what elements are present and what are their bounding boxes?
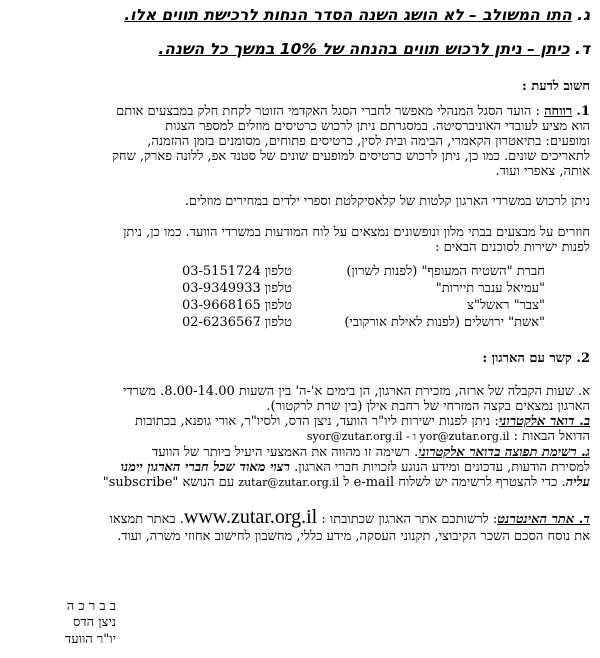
section2-b-label: ב. דואר אלקטרוני bbox=[498, 414, 590, 429]
section2-c-bold2: עליה bbox=[565, 475, 590, 490]
section2-b-line2 bbox=[307, 429, 590, 444]
office-hours: 8.00-14.00 bbox=[164, 384, 235, 399]
section2-c-line2 bbox=[121, 460, 590, 475]
section2-a-line2: הארגון נמצאים בקצה המזרחי של רחבת אילן (בין שרת לרקטור). bbox=[266, 399, 590, 414]
section2-c-pre: למסירת הודעות, עדכונים ומידע הנוגע לזכויות חברי הארגון. bbox=[289, 460, 590, 475]
section2-a-pre: א. שעות הקבלה של ארזה, מזכירת הארגון, הן בימים א'-ה' בין השעות bbox=[234, 384, 590, 399]
section1-p3-line1: חוזרים על מבצעים בבתי מלון ונופשונים נמצאים על לוח המודעות במשרדי הוועד. כמו כן, ניתן bbox=[123, 225, 590, 240]
agent-phone: 03-9349933 bbox=[182, 281, 261, 296]
item-d-line bbox=[158, 40, 590, 58]
signature-name: ניצן הדס bbox=[72, 615, 116, 630]
section1-p1-line1: : הועד הסגל המנהלי מאפשר לחברי הסגל האקדמי הזוטר לקחת חלק במבצעים אותם bbox=[116, 104, 540, 119]
section2-c-text: . רשימה זו מהווה את האמצעי היעיל ביותר של הוועד bbox=[152, 445, 419, 460]
section1-p2: ניתן לרכוש במשרדי הארגון קלטות של קלאסיקלטת וספרי ילדים במחירים מוזלים. bbox=[184, 194, 590, 209]
item-d-text: כיתן – ניתן לרכוש תווים בהנחה של 10% במשך כל השנה. bbox=[158, 40, 570, 58]
section2-d-line1 bbox=[110, 506, 590, 531]
agent-name: חברת "השטיח המעופף" (לפנות לשרון) bbox=[346, 264, 545, 279]
item-d-letter: ד. bbox=[574, 40, 590, 58]
item-g-text: התו המשולב – לא הושג השנה הסדר הנחות לרכישת תווים אלו. bbox=[124, 6, 572, 24]
section2-d-line2: את נוסח הסכם השכר הקיבוצי, תקנוני העסקה, מידע כללי, מחשבון לחישוב אחוזי משרה, ועוד. bbox=[117, 529, 590, 544]
subscribe-email[interactable]: zutar@zutar.org.il bbox=[238, 476, 340, 489]
section1-number: 1. bbox=[576, 104, 590, 119]
section2-a-post: . משרדי bbox=[122, 384, 165, 399]
section2-b-line1 bbox=[135, 414, 590, 429]
website-link[interactable]: www.zutar.org.il bbox=[183, 506, 318, 528]
section1-p1-line4: לתאריכים שונים. כמו כן, ניתן לרכוש כרטיסים למופעים שונים של סטנד אפ, ללונה פארק, שחק bbox=[111, 149, 590, 164]
section1-p1-line3: ומופעים: בתיאטרון הקאמרי, הבימה ובית לסין, כרטיסים פתוחים, מסומנים בזמן ההזמנה, bbox=[147, 134, 590, 149]
signature-role: יו"ר הוועד bbox=[65, 632, 116, 647]
section2-c-line3 bbox=[103, 475, 590, 490]
agent-phone: 03-9668165 bbox=[182, 298, 261, 313]
section2-c-post: עם הנושא "subscribe" bbox=[102, 475, 239, 490]
section1-p1-line2: הוא מציע לעובדי האוניברסיטה. במסגרתם ניתן לרכוש כרטיסים מוזלים למספר הצגות bbox=[165, 119, 590, 134]
section2-a-line1 bbox=[123, 384, 590, 399]
item-g-line bbox=[124, 6, 590, 24]
section1-p1-line5: אותה, צאפרי ועוד. bbox=[495, 164, 590, 179]
agent-phone-label: טלפון : bbox=[256, 281, 292, 296]
agent-phone-label: טלפון : bbox=[256, 298, 292, 313]
section2-b-pre: הדואל הבאות : bbox=[509, 429, 590, 444]
section1-p3-line2: לפנות ישירות לסוכנים הבאים : bbox=[435, 240, 590, 255]
agent-name: "צבר" ראשל"צ bbox=[467, 298, 545, 313]
agent-phone-label: טלפון : bbox=[256, 315, 292, 330]
section2-c-line1 bbox=[152, 445, 590, 460]
agent-phone: 02-6236567 bbox=[182, 315, 261, 330]
section2-b-text: : ניתן לפנות ישירות ליו"ר הוועד, ניצן הדס, ולסיו"ר, אורי גופנא, בכתובות bbox=[135, 414, 499, 429]
agent-phone-label: טלפון : bbox=[256, 264, 292, 279]
section2-c-label: ג. רשימת תפוצה בדואר אלקטרוני bbox=[418, 445, 590, 460]
agent-phone: 03-5151724 bbox=[182, 264, 261, 279]
section1-line1 bbox=[116, 104, 590, 119]
section2-heading: 2. קשר עם הארגון : bbox=[482, 351, 590, 366]
section1-title: רווחה bbox=[544, 104, 573, 119]
section2-c-bold: רצוי מאוד שכל חברי הארגון יימנו bbox=[120, 460, 290, 475]
section2-c-pre3: . כדי להצטרף לרשימה יש לשלוח e-mail ל bbox=[339, 475, 566, 490]
agent-name: "אשת" ירושלים (לפנות לאילת אורקובי) bbox=[344, 315, 545, 330]
agent-name: "עמיאל ענבר תיירות" bbox=[435, 281, 545, 296]
signature-greeting: ב ב ר כ ה bbox=[66, 599, 116, 614]
item-g-letter: ג. bbox=[577, 6, 590, 24]
email-addresses[interactable]: syor@zutar.org.il - ו yor@zutar.org.il bbox=[306, 430, 510, 443]
important-heading: חשוב לדעת : bbox=[522, 79, 590, 94]
section2-d-pre: : לרשותכם אתר הארגון שכתובתו : bbox=[317, 512, 498, 527]
section2-d-post: . באתר תמצאו bbox=[109, 512, 184, 527]
section2-d-label: ד. אתר האינטרנט bbox=[497, 512, 590, 527]
